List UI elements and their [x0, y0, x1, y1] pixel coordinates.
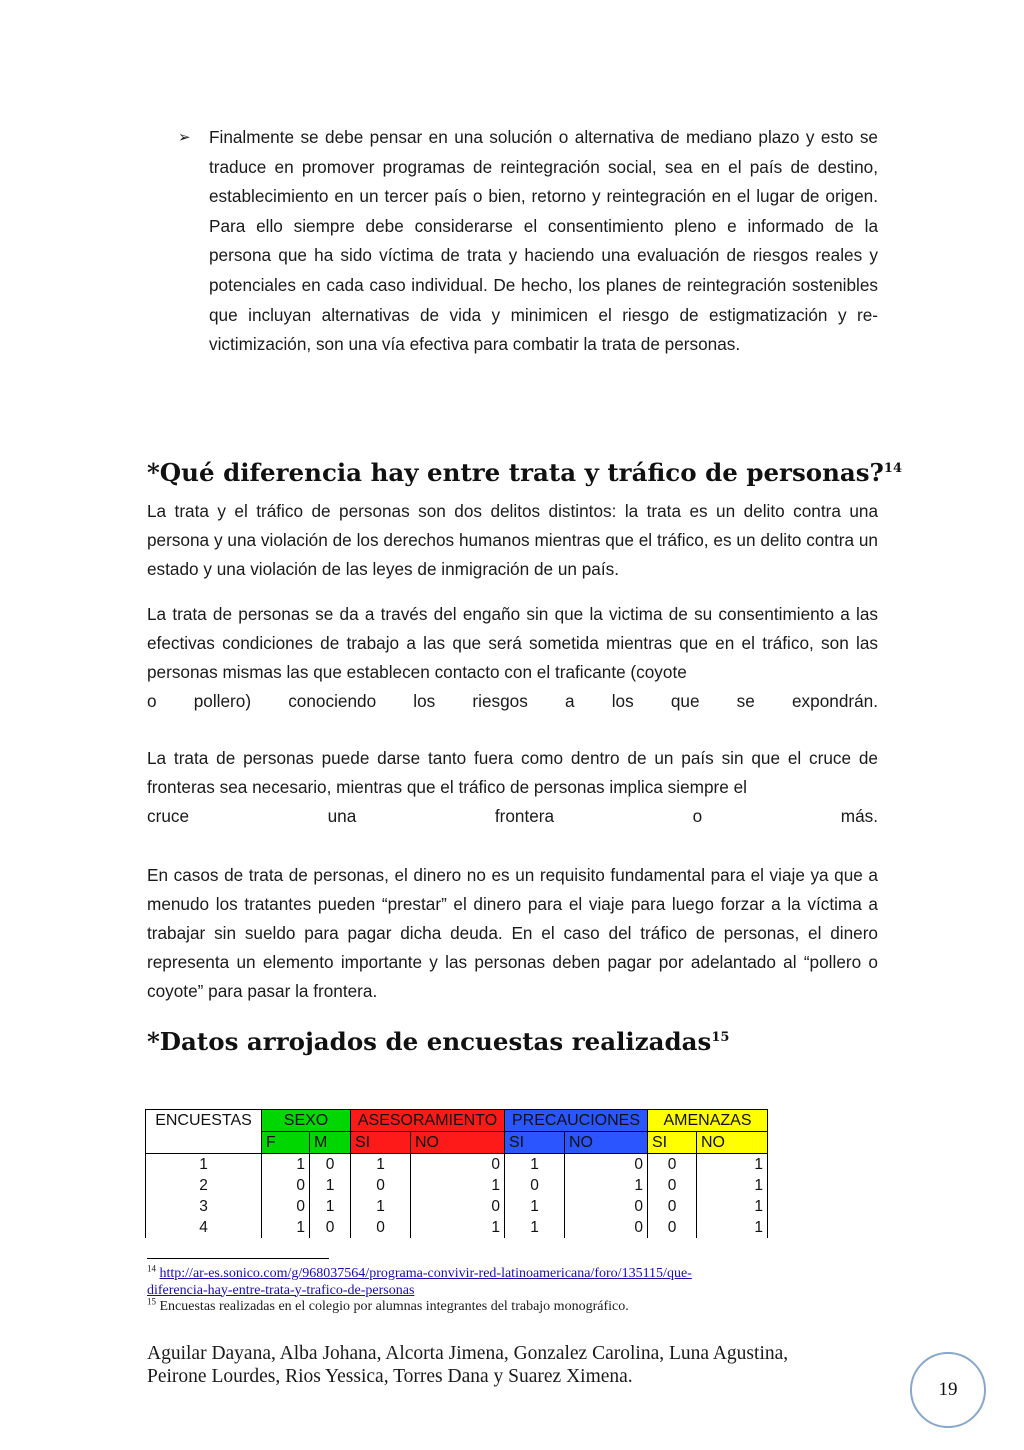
subheader-amenazas-no: NO [697, 1132, 768, 1154]
authors-line-1: Aguilar Dayana, Alba Johana, Alcorta Jimena, Gonzalez Carolina, Luna Agustina, [147, 1343, 789, 1364]
footnote-15-number: 15 [147, 1296, 156, 1307]
header-encuestas: ENCUESTAS [146, 1110, 262, 1154]
cell-precauciones-no: 1 [565, 1175, 648, 1196]
cell-precauciones-no: 0 [565, 1217, 648, 1238]
table-row [146, 1196, 768, 1217]
cell-amenazas-si: 0 [648, 1154, 697, 1176]
cell-f: 0 [262, 1175, 310, 1196]
cell-amenazas-si: 0 [648, 1175, 697, 1196]
cell-amenazas-no: 1 [697, 1175, 768, 1196]
subheader-asesoramiento-no: NO [411, 1132, 505, 1154]
cell-asesoramiento-no: 0 [411, 1196, 505, 1217]
cell-asesoramiento-si: 1 [351, 1154, 411, 1176]
paragraph-4: En casos de trata de personas, el dinero no es un requisito fundamental para el viaje ya que a menudo los tratantes pueden “prestar” el dinero para el viaje para luego forzar a la víctima a trabajar sin sueldo para pagar dicha deuda. En el caso del tráfico de personas, el dinero representa un elemento importante y las personas deben pagar por adelantado al “pollero o coyote” para pasar la frontera. [147, 865, 878, 1001]
cell-precauciones-si: 1 [505, 1154, 565, 1176]
footnote-separator [147, 1258, 329, 1259]
bullet-text: Finalmente se debe pensar en una solución o alternativa de mediano plazo y esto se traduce en promover programas de reintegración social, sea en el país de destino, establecimiento en un tercer país o bien, retorno y reintegración en el lugar de origen. Para ello siempre debe considerarse el consentimiento pleno e informado de la persona que ha sido víctima de trata y haciendo una evaluación de riesgos reales y potenciales en cada caso individual. De hecho, los planes de reintegración sostenibles que incluyan alternativas de vida y minimicen el riesgo de estigmatización y re-victimización, son una vía efectiva para combatir la trata de personas. [209, 127, 878, 355]
cell-asesoramiento-no: 0 [411, 1154, 505, 1176]
cell-amenazas-no: 1 [697, 1217, 768, 1238]
cell-asesoramiento-no: 1 [411, 1217, 505, 1238]
footnote-14-link-cont[interactable]: diferencia-hay-entre-trata-y-trafico-de-personas [147, 1282, 415, 1298]
cell-precauciones-no: 0 [565, 1154, 648, 1176]
header-asesoramiento: ASESORAMIENTO [351, 1110, 505, 1132]
cell-amenazas-no: 1 [697, 1154, 768, 1176]
cell-precauciones-si: 1 [505, 1217, 565, 1238]
cell-m: 1 [310, 1175, 351, 1196]
section-heading-trata-trafico: *Qué diferencia hay entre trata y tráfico de personas?$^{14}$ [147, 458, 903, 487]
footnote-ref-15[interactable]: 15 [711, 1029, 730, 1045]
subheader-f: F [262, 1132, 310, 1154]
cell-precauciones-si: 1 [505, 1196, 565, 1217]
header-amenazas: AMENAZAS [648, 1110, 768, 1132]
cell-amenazas-no: 1 [697, 1196, 768, 1217]
footnote-15-text: Encuestas realizadas en el colegio por alumnas integrantes del trabajo monográfico. [159, 1299, 629, 1314]
footnote-ref-14[interactable]: 14 [883, 460, 903, 476]
table-header-row [146, 1110, 768, 1132]
page-number: 19 [910, 1352, 986, 1428]
footnote-14-link[interactable]: http://ar-es.sonico.com/g/968037564/programa-convivir-red-latinoamericana/foro/135115/que- [159, 1266, 692, 1281]
paragraph-1: La trata y el tráfico de personas son dos delitos distintos: la trata es un delito contra una persona y una violación de los derechos humanos mientras que el tráfico, es un delito contra un estado y una violación de las leyes de inmigración de un país. [147, 501, 878, 579]
table-row [146, 1154, 768, 1176]
footnote-15 [147, 1296, 847, 1316]
footnotes [147, 1263, 847, 1316]
cell-encuesta: 3 [146, 1196, 262, 1217]
cell-encuesta: 2 [146, 1175, 262, 1196]
cell-precauciones-no: 0 [565, 1196, 648, 1217]
subheader-asesoramiento-si: SI [351, 1132, 411, 1154]
section-heading-datos-encuestas: *Datos arrojados de encuestas realizadas$^{15}$ [147, 1027, 730, 1056]
cell-amenazas-si: 0 [648, 1196, 697, 1217]
cell-asesoramiento-si: 0 [351, 1217, 411, 1238]
cell-f: 1 [262, 1217, 310, 1238]
table-row [146, 1217, 768, 1238]
paragraph-2-last-line: o pollero) conociendo los riesgos a los que se expondrán. [147, 691, 878, 711]
paragraph-3-last-line: cruce una frontera o más. [147, 806, 878, 826]
cell-asesoramiento-no: 1 [411, 1175, 505, 1196]
survey-table [145, 1109, 768, 1238]
cell-f: 0 [262, 1196, 310, 1217]
cell-m: 0 [310, 1217, 351, 1238]
cell-precauciones-si: 0 [505, 1175, 565, 1196]
footnote-14-number: 14 [147, 1263, 156, 1274]
paragraph-2-body: La trata de personas se da a través del engaño sin que la victima de su consentimiento a las efectivas condiciones de trabajo a las que será sometida mientras que en el tráfico, son las personas mismas las que establecen contacto con el traficante (coyote [147, 604, 878, 682]
bullet-item [178, 123, 878, 360]
table-row [146, 1175, 768, 1196]
arrow-bullet-icon: ➢ [178, 129, 191, 146]
cell-encuesta: 4 [146, 1217, 262, 1238]
paragraph-2 [147, 600, 878, 716]
header-precauciones: PRECAUCIONES [505, 1110, 648, 1132]
cell-m: 0 [310, 1154, 351, 1176]
cell-encuesta: 1 [146, 1154, 262, 1176]
header-sexo: SEXO [262, 1110, 351, 1132]
cell-asesoramiento-si: 0 [351, 1175, 411, 1196]
paragraph-3 [147, 744, 878, 831]
cell-amenazas-si: 0 [648, 1217, 697, 1238]
subheader-precauciones-si: SI [505, 1132, 565, 1154]
paragraph-3-body: La trata de personas puede darse tanto fuera como dentro de un país sin que el cruce de fronteras sea necesario, mientras que el tráfico de personas implica siempre el [147, 748, 878, 797]
footnote-14-cont [147, 1283, 847, 1300]
subheader-m: M [310, 1132, 351, 1154]
subheader-amenazas-si: SI [648, 1132, 697, 1154]
cell-f: 1 [262, 1154, 310, 1176]
authors-footer [147, 1342, 877, 1388]
footnote-14 [147, 1263, 847, 1283]
cell-asesoramiento-si: 1 [351, 1196, 411, 1217]
cell-m: 1 [310, 1196, 351, 1217]
subheader-precauciones-no: NO [565, 1132, 648, 1154]
authors-line-2: Peirone Lourdes, Rios Yessica, Torres Dana y Suarez Ximena. [147, 1366, 633, 1387]
